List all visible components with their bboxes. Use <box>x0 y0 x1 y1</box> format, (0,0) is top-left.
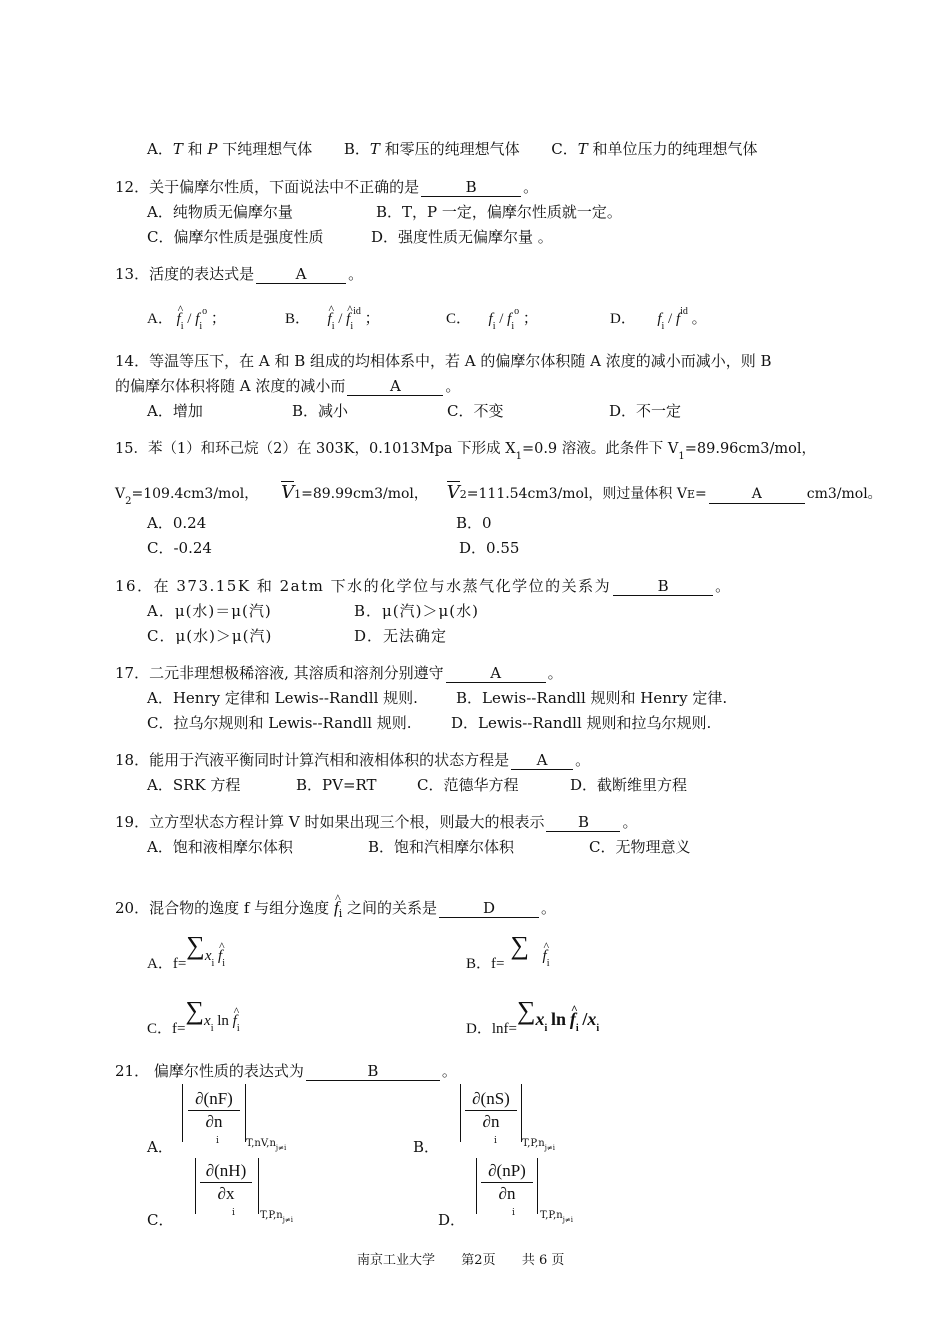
q19-option-c: C．无物理意义 <box>589 838 691 856</box>
footer-total: 共 6 页 <box>521 1253 565 1268</box>
q20-ln: ln <box>551 1009 567 1029</box>
q18-option-b: B．PV=RT <box>296 776 377 794</box>
q15-text: =0.9 溶液。此条件下 V <box>521 441 679 457</box>
q15-option-a: A．0.24 <box>147 514 207 532</box>
q13-option-b-label: B． <box>285 311 311 327</box>
q20-sub: i <box>575 1023 579 1034</box>
q11-var-p: P <box>207 140 218 158</box>
q20-stem-text: 20．混合物的逸度 f 与组分逸度 <box>115 899 330 917</box>
q13-slash: / <box>499 311 504 327</box>
page-footer <box>357 1249 564 1268</box>
q13-f: f <box>657 311 662 327</box>
q13-sub: i <box>350 321 354 332</box>
q15-sub: 2 <box>125 496 132 507</box>
q15-vbar: V <box>281 482 295 503</box>
q20-option-d <box>466 996 600 1037</box>
q13-option-d <box>610 304 707 334</box>
q21-option-d-label: D． <box>438 1211 466 1229</box>
q21-end: 。 <box>441 1062 457 1080</box>
q15-stem-line1 <box>115 439 816 461</box>
q17-end: 。 <box>547 664 563 682</box>
q21-stem-text: 21． 偏摩尔性质的表达式为 <box>115 1062 304 1080</box>
q20-sub: i <box>596 1023 600 1034</box>
q13-sep: ； <box>210 311 226 327</box>
q21-a-fraction <box>188 1088 240 1133</box>
q20-option-c <box>147 996 240 1037</box>
q11-var-t: T <box>577 140 588 158</box>
q15-sub: 1 <box>515 451 522 462</box>
q14-option-c: C．不变 <box>447 402 504 420</box>
q17-option-a: A．Henry 定律和 Lewis--Randll 规则. <box>147 689 418 707</box>
q13-end: 。 <box>348 265 364 283</box>
q13-sub: i <box>492 321 496 332</box>
q17-option-d: D．Lewis--Randll 规则和拉乌尔规则. <box>451 714 712 732</box>
q20-sub: i <box>211 958 215 969</box>
q20-option-c-label: C．f= <box>147 1021 186 1037</box>
q13-tail: 。 <box>691 311 707 327</box>
q13-fhat: ^ f <box>346 304 350 334</box>
q21-option-c-label: C． <box>147 1211 174 1229</box>
q21-c-num: ∂(nH) <box>200 1160 252 1183</box>
q11-text: 和零压的纯理想气体 <box>379 140 520 158</box>
q21-c-subscript <box>260 1206 293 1226</box>
q16-end: 。 <box>715 577 732 595</box>
q13-option-d-label: D． <box>610 311 636 327</box>
q13-option-c <box>446 304 538 334</box>
q15-text: =89.99cm3/mol， <box>301 486 428 502</box>
q20-fhat: ^ f <box>570 1002 576 1036</box>
q20-option-d-label: D．lnf= <box>466 1021 517 1037</box>
q15-vbar: V <box>446 482 460 503</box>
q13-sep: ； <box>522 311 538 327</box>
q12-option-a: A．纯物质无偏摩尔量 <box>147 203 293 221</box>
q20-x: x <box>204 948 212 964</box>
q21-d-num: ∂(nP) <box>481 1160 533 1183</box>
q18-answer: A <box>511 751 573 770</box>
q21-d-den: ∂n <box>498 1184 516 1203</box>
q21-b-jneq: j≠i <box>544 1144 555 1152</box>
q20-slash: / <box>582 1009 588 1029</box>
q20-option-b <box>466 931 550 972</box>
q13-answer: A <box>256 265 346 284</box>
footer-page: 第2页 <box>461 1253 496 1268</box>
q19-end: 。 <box>622 813 638 831</box>
q21-d-jneq: j≠i <box>562 1216 573 1224</box>
q16-stem <box>115 576 732 596</box>
q20-fhat: ^ f <box>334 898 339 918</box>
q13-option-b <box>285 304 380 334</box>
q13-sub: i <box>661 321 665 332</box>
q15-text: =111.54cm3/mol，则过量体积 V <box>466 486 687 502</box>
q12-stem-text: 12．关于偏摩尔性质，下面说法中不正确的是 <box>115 178 420 196</box>
q15-text: =109.4cm3/mol， <box>131 486 259 502</box>
q14-answer: A <box>347 377 443 396</box>
q13-option-c-label: C． <box>446 311 472 327</box>
q14-stem-line2 <box>115 376 460 396</box>
q17-stem-text: 17．二元非理想极稀溶液, 其溶质和溶剂分别遵守 <box>115 664 444 682</box>
q21-a-num: ∂(nF) <box>188 1088 240 1111</box>
q13-slash: / <box>187 311 192 327</box>
q13-f: f <box>507 311 512 327</box>
q19-option-b: B．饱和汽相摩尔体积 <box>368 838 515 856</box>
q12-answer: B <box>421 178 521 197</box>
q20-x: x <box>204 1013 211 1029</box>
q15-answer: A <box>709 485 805 504</box>
q11-text: 和 <box>182 140 208 158</box>
q15-text: 15．苯（1）和环己烷（2）在 303K，0.1013Mpa 下形成 X <box>115 441 516 457</box>
q14-end: 。 <box>445 377 461 395</box>
q11-text: 和单位压力的纯理想气体 <box>587 140 758 158</box>
q13-fhat: ^ f <box>177 304 181 334</box>
q21-d-subscript <box>540 1206 573 1226</box>
q19-option-a: A．饱和液相摩尔体积 <box>147 838 293 856</box>
q21-b-num: ∂(nS) <box>465 1088 517 1111</box>
q20-option-a-label: A．f= <box>147 956 187 972</box>
q13-slash: / <box>338 311 343 327</box>
q13-sup: id <box>680 306 688 317</box>
q15-sub: 2 <box>459 488 467 501</box>
q20-sigma: ∑ <box>516 996 536 1025</box>
q19-stem-text: 19．立方型状态方程计算 V 时如果出现三个根，则最大的根表示 <box>115 813 545 831</box>
q16-option-d: D．无法确定 <box>354 627 448 645</box>
q13-fhat: ^ f <box>328 304 332 334</box>
q21-a-sub: T,nV,n <box>246 1138 276 1149</box>
q13-sub: i <box>199 321 203 332</box>
q20-answer: D <box>439 899 539 918</box>
q15-stem-line2 <box>115 483 882 506</box>
q15-option-c: C．-0.24 <box>147 539 212 557</box>
q17-stem <box>115 663 563 683</box>
q14-stem-line1: 14．等温等压下，在 A 和 B 组成的均相体系中，若 A 的偏摩尔体积随 A 浓度的减小而减小，则 B <box>115 352 772 370</box>
q13-sup: o <box>202 306 208 317</box>
q13-option-a <box>147 304 226 334</box>
q21-a-den: ∂n <box>205 1112 223 1131</box>
q20-sigma: ∑ <box>185 996 205 1025</box>
q11-option-c-label: C． <box>551 140 578 158</box>
q15-sub: 1 <box>294 488 302 501</box>
q13-sep: ； <box>364 311 380 327</box>
q21-stem <box>115 1061 457 1081</box>
q15-text: =89.96cm3/mol， <box>684 441 816 457</box>
q21-b-sub-i: i <box>494 1136 497 1146</box>
q13-sub: i <box>331 321 335 332</box>
q21-option-b-label: B． <box>413 1138 440 1156</box>
q21-a-sub-i: i <box>216 1136 219 1146</box>
q19-stem <box>115 812 637 832</box>
q13-sup: id <box>353 306 361 317</box>
footer-school: 南京工业大学 <box>357 1253 436 1268</box>
q15-option-b: B．0 <box>456 514 492 532</box>
q21-d-sub: T,P,n <box>540 1210 563 1221</box>
q13-stem-text: 13．活度的表达式是 <box>115 265 255 283</box>
q11-text: 下纯理想气体 <box>217 140 313 158</box>
q18-end: 。 <box>575 751 591 769</box>
q14-text: 的偏摩尔体积将随 A 浓度的减小而 <box>115 377 346 395</box>
q20-stem-text: 之间的关系是 <box>347 899 438 917</box>
q20-sigma: ∑ <box>186 931 205 960</box>
q16-answer: B <box>613 577 713 596</box>
q20-sigma: ∑ <box>510 931 530 960</box>
q13-sub: i <box>180 321 184 332</box>
q20-sub: i <box>544 1023 548 1034</box>
q21-option-a-label: A． <box>147 1138 173 1156</box>
q15-sub: E <box>686 488 696 501</box>
q13-f: f <box>488 311 493 327</box>
q13-stem <box>115 264 363 284</box>
q21-c-jneq: j≠i <box>282 1216 293 1224</box>
q16-stem-text: 16．在 373.15K 和 2atm 下水的化学位与水蒸气化学位的关系为 <box>115 577 612 595</box>
q12-option-d: D．强度性质无偏摩尔量 。 <box>371 228 553 246</box>
q15-option-d: D．0.55 <box>459 539 520 557</box>
q11-options <box>147 139 758 159</box>
q13-sub: i <box>511 321 515 332</box>
q21-b-den: ∂n <box>482 1112 500 1131</box>
q12-option-b: B．T，P 一定，偏摩尔性质就一定。 <box>376 203 622 221</box>
q20-fhat: ^ f <box>543 939 547 973</box>
q17-option-b: B．Lewis--Randll 规则和 Henry 定律. <box>456 689 728 707</box>
q21-answer: B <box>306 1062 440 1081</box>
q13-sup: o <box>514 306 520 317</box>
q21-c-den: ∂x <box>217 1184 235 1203</box>
q21-d-fraction <box>481 1160 533 1205</box>
q20-sub: i <box>210 1023 214 1034</box>
q21-a-subscript <box>246 1134 286 1154</box>
q18-option-c: C．范德华方程 <box>417 776 519 794</box>
q20-stem <box>115 898 556 920</box>
q21-c-fraction <box>200 1160 252 1205</box>
q20-x: x <box>587 1009 597 1029</box>
q20-fhat: ^ f <box>233 1004 237 1038</box>
q16-option-b: B．μ(汽)＞μ(水) <box>354 602 479 620</box>
q20-sub: i <box>338 907 343 920</box>
q18-stem <box>115 750 590 770</box>
q17-answer: A <box>446 664 546 683</box>
q21-b-fraction <box>465 1088 517 1133</box>
q20-x: x <box>535 1009 545 1029</box>
q20-sub: i <box>236 1023 240 1034</box>
q11-var-t: T <box>172 140 183 158</box>
q16-option-c: C．μ(水)＞μ(汽) <box>147 627 273 645</box>
q19-answer: B <box>546 813 620 832</box>
q13-option-a-label: A． <box>147 311 173 327</box>
q15-text: cm3/mol。 <box>806 486 882 502</box>
q20-fhat: ^ f <box>218 939 222 973</box>
q13-f: f <box>675 311 681 327</box>
q21-c-sub-i: i <box>232 1208 235 1218</box>
q11-option-a-label: A． <box>147 140 173 158</box>
q12-option-c: C．偏摩尔性质是强度性质 <box>147 228 324 246</box>
q14-option-a: A．增加 <box>147 402 203 420</box>
q12-end: 。 <box>523 178 539 196</box>
q18-option-a: A．SRK 方程 <box>147 776 241 794</box>
q13-slash: / <box>668 311 673 327</box>
q11-option-b-label: B． <box>343 140 370 158</box>
q20-sub: i <box>222 958 225 969</box>
q18-stem-text: 18．能用于汽液平衡同时计算汽相和液相体积的状态方程是 <box>115 751 510 769</box>
q21-c-sub: T,P,n <box>260 1210 283 1221</box>
q20-ln: ln <box>217 1013 229 1029</box>
q20-end: 。 <box>541 899 557 917</box>
q20-sub: i <box>546 958 550 969</box>
q20-option-a <box>147 931 225 972</box>
q21-b-subscript <box>522 1134 555 1154</box>
q11-var-t: T <box>369 140 380 158</box>
q14-option-d: D．不一定 <box>609 402 682 420</box>
q20-option-b-label: B．f= <box>466 956 505 972</box>
q16-option-a: A．μ(水)＝μ(汽) <box>147 602 272 620</box>
q12-stem <box>115 177 538 197</box>
q15-sub: 1 <box>678 451 685 462</box>
q14-option-b: B．减小 <box>292 402 349 420</box>
q15-text: V <box>115 486 126 502</box>
q15-text: = <box>695 486 707 502</box>
q17-option-c: C．拉乌尔规则和 Lewis--Randll 规则. <box>147 714 412 732</box>
q21-d-sub-i: i <box>512 1208 515 1218</box>
q18-option-d: D．截断维里方程 <box>570 776 688 794</box>
q21-b-sub: T,P,n <box>522 1138 545 1149</box>
q21-a-jneq: j≠i <box>275 1144 287 1152</box>
q13-f: f <box>195 311 200 327</box>
